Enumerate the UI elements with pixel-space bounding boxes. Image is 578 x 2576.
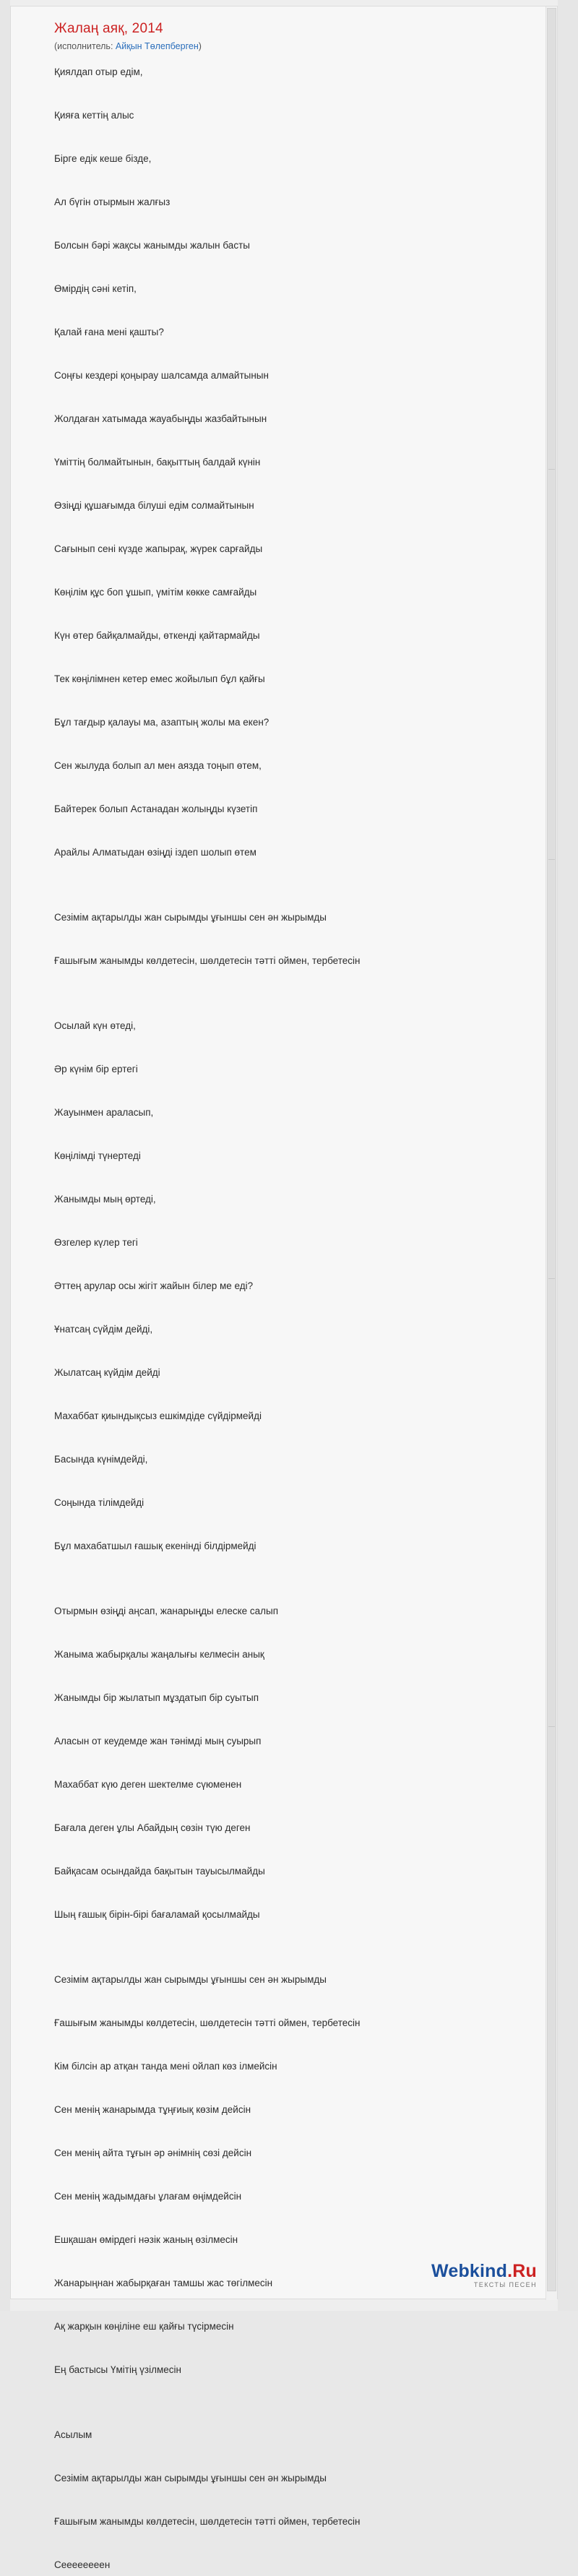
lyric-spacer <box>54 213 538 235</box>
lyric-spacer <box>54 929 538 950</box>
lyric-spacer <box>54 430 538 452</box>
lyric-line: Махаббат қиындықсыз ешкімдіде сүйдірмейді <box>54 1410 262 1421</box>
lyric-spacer <box>54 2533 538 2554</box>
scrollbar-track[interactable] <box>545 7 557 2300</box>
lyric-line: Басында күнімдейді, <box>54 1454 148 1465</box>
lyric-line: Жаныма жабырқалы жаңалығы келмесін анық <box>54 1649 264 1660</box>
lyric-line: Сағынып сені күзде жапырақ, жүрек сарғайды <box>54 543 263 554</box>
lyric-spacer <box>54 994 538 1015</box>
lyric-line: Аласын от кеудемде жан тәнімді мың суырып <box>54 1736 262 1746</box>
lyric-line: Бұл тағдыр қалауы ма, азаптың жолы ма екен? <box>54 717 269 728</box>
lyric-spacer <box>54 126 538 148</box>
performer-suffix-label: ) <box>198 41 202 51</box>
lyric-line: Осылай күн өтеді, <box>54 1020 136 1031</box>
lyric-line: Байтерек болып Астанадан жолыңды күзетіп <box>54 804 258 814</box>
lyric-spacer <box>54 1427 538 1449</box>
lyric-spacer <box>54 170 538 191</box>
lyric-line: Қиялдап отыр едім, <box>54 66 143 77</box>
lyric-spacer <box>54 1080 538 1102</box>
lyric-line: Соңында тілімдейді <box>54 1497 144 1508</box>
lyric-line: Бағала деген ұлы Абайдың сөзін түю деген <box>54 1822 251 1833</box>
lyric-line: Жауынмен араласып, <box>54 1107 154 1118</box>
lyric-line: Қалай ғана мені қашты? <box>54 327 164 337</box>
lyric-line: Әр күнім бір ертегі <box>54 1064 138 1074</box>
lyric-spacer <box>54 1947 538 1969</box>
lyric-spacer <box>54 2164 538 2186</box>
lyric-line: Соңғы кездері қоңырау шалсамда алмайтынын <box>54 370 269 381</box>
lyric-spacer <box>54 1297 538 1319</box>
lyric-spacer <box>54 2034 538 2056</box>
lyric-line: Бұл махабатшыл ғашық екенінді білдірмейді <box>54 1541 256 1551</box>
scrollbar-tick <box>548 469 555 470</box>
lyric-spacer <box>54 1752 538 1774</box>
lyric-line: Күн өтер байқалмайды, өткенді қайтармайды <box>54 630 260 641</box>
lyric-spacer <box>54 1124 538 1145</box>
lyric-line: Әттең арулар осы жігіт жайын білер ме еді? <box>54 1280 254 1291</box>
lyric-spacer <box>54 1514 538 1535</box>
lyric-line: Ешқашан өмірдегі нәзік жаның өзілмесін <box>54 2234 238 2245</box>
lyric-line: Ғашығым жанымды көлдетесін, шөлдетесін тәтті оймен, тербетесін <box>54 2516 361 2527</box>
lyric-spacer <box>54 560 538 582</box>
lyric-spacer <box>54 1340 538 1362</box>
lyric-spacer <box>54 257 538 278</box>
lyric-spacer <box>54 1796 538 1817</box>
lyric-spacer <box>54 1384 538 1405</box>
lyric-line: Кім білсін ар атқан танда мені ойлап көз ілмейсін <box>54 2061 277 2072</box>
lyrics-sheet <box>10 6 558 2570</box>
lyric-line: Шың ғашық бірін-бірі бағаламай қосылмайды <box>54 1909 260 1920</box>
lyric-line: Махаббат күю деген шектелме сүюменен <box>54 1779 242 1790</box>
performer-prefix-label: (исполнитель: <box>54 41 116 51</box>
lyric-spacer <box>54 690 538 712</box>
lyric-line: Көңілімді түнертеді <box>54 1150 141 1161</box>
lyric-spacer <box>54 517 538 538</box>
lyric-line: Жылатсаң күйдім дейді <box>54 1367 160 1378</box>
lyric-spacer <box>54 1991 538 2012</box>
performer-line <box>33 41 538 51</box>
lyric-line: Сезімім ақтарылды жан сырымды ұғыншы сен ән жырымды <box>54 912 327 923</box>
lyric-spacer <box>54 820 538 842</box>
lyric-line: Асылым <box>54 2429 92 2440</box>
lyric-spacer <box>54 300 538 322</box>
logo-wordmark <box>431 2262 537 2280</box>
logo-tld: .Ru <box>507 2261 537 2281</box>
lyric-spacer <box>54 2121 538 2142</box>
lyric-spacer <box>54 777 538 798</box>
lyric-line: Ғашығым жанымды көлдетесін, шөлдетесін тәтті оймен, тербетесін <box>54 955 361 966</box>
lyric-spacer <box>54 2381 538 2403</box>
lyric-line: Ұнатсаң сүйдім дейді, <box>54 1324 153 1335</box>
scrollbar-tick <box>548 859 555 860</box>
lyric-spacer <box>54 2338 538 2359</box>
lyric-line: Жанымды мың өртеді, <box>54 1194 156 1205</box>
lyric-line: Қияға кеттің алыс <box>54 110 134 121</box>
lyric-spacer <box>54 343 538 365</box>
lyric-line: Болсын бәрі жақсы жанымды жалын басты <box>54 240 250 251</box>
lyric-spacer <box>54 83 538 105</box>
lyric-line: Отырмын өзіңді аңсап, жанарыңды елеске салып <box>54 1606 279 1616</box>
lyric-spacer <box>54 473 538 495</box>
lyric-line: Өмірдің сәні кетіп, <box>54 283 137 294</box>
lyric-line: Сезімім ақтарылды жан сырымды ұғыншы сен ән жырымды <box>54 2473 327 2484</box>
lyric-spacer <box>54 733 538 755</box>
performer-link[interactable]: Айқын Төлепберген <box>115 41 199 51</box>
lyric-spacer <box>54 1470 538 1492</box>
lyric-spacer <box>54 885 538 907</box>
lyric-line: Ең бастысы Үмітің үзілмесін <box>54 2364 181 2375</box>
lyric-line: Ал бүгін отырмын жалғыз <box>54 197 171 207</box>
lyric-line: Жолдаған хатымада жауабыңды жазбайтынын <box>54 413 267 424</box>
lyric-spacer <box>54 1839 538 1861</box>
site-logo[interactable] <box>431 2262 537 2288</box>
lyric-line: Байқасам осындайда бақытын тауысылмайды <box>54 1866 265 1877</box>
lyric-spacer <box>54 863 538 885</box>
lyric-spacer <box>54 2294 538 2316</box>
lyric-spacer <box>54 1167 538 1189</box>
lyric-line: Жанарыңнан жабырқаған тамшы жас төгілмесін <box>54 2278 273 2288</box>
lyrics-content <box>33 21 538 2576</box>
lyric-line: Сен менің жадымдағы ұлағам өңімдейсін <box>54 2191 242 2202</box>
page-title: Жалаң аяқ, 2014 <box>54 21 163 36</box>
lyric-line: Сеееееееен <box>54 2559 111 2570</box>
lyric-spacer <box>54 1926 538 1947</box>
lyric-spacer <box>54 972 538 994</box>
lyrics-body <box>33 61 538 2576</box>
lyric-spacer <box>54 387 538 408</box>
logo-name: Webkind <box>431 2261 508 2281</box>
lyric-spacer <box>54 2207 538 2229</box>
page-right-margin <box>558 0 578 2311</box>
logo-tagline: ТЕКСТЫ ПЕСЕН <box>473 2281 537 2288</box>
lyric-spacer <box>54 1210 538 1232</box>
lyric-spacer <box>54 2489 538 2511</box>
lyric-spacer <box>54 1709 538 1731</box>
lyric-line: Ғашығым жанымды көлдетесін, шөлдетесін тәтті оймен, тербетесін <box>54 2017 361 2028</box>
lyric-spacer <box>54 1882 538 1904</box>
lyric-spacer <box>54 1622 538 1644</box>
scrollbar-tick <box>548 1278 555 1279</box>
lyric-spacer <box>54 1254 538 1275</box>
page-left-margin <box>0 0 10 2311</box>
lyric-spacer <box>54 603 538 625</box>
lyric-spacer <box>54 1557 538 1579</box>
lyric-spacer <box>54 647 538 668</box>
lyric-spacer <box>54 2077 538 2099</box>
lyric-line: Сен менің жанарымда тұңғиық көзім дейсін <box>54 2104 251 2115</box>
lyric-line: Өзгелер күлер тегі <box>54 1237 138 1248</box>
lyric-spacer <box>54 1037 538 1059</box>
lyric-line: Көңілім құс боп ұшып, үмітім көкке самғайды <box>54 587 257 598</box>
lyric-line: Арайлы Алматыдан өзіңді іздеп шолып өтем <box>54 847 256 858</box>
lyric-line: Сезімім ақтарылды жан сырымды ұғыншы сен ән жырымды <box>54 1974 327 1985</box>
lyric-spacer <box>54 2403 538 2424</box>
lyric-line: Сен жылуда болып ал мен аязда тоңып өтем, <box>54 760 262 771</box>
lyric-spacer <box>54 1579 538 1601</box>
scrollbar-tick <box>548 1726 555 1727</box>
lyric-line: Бірге едік кеше бізде, <box>54 153 152 164</box>
lyric-line: Ақ жарқын көңіліне еш қайғы түсірмесін <box>54 2321 234 2332</box>
lyric-line: Үміттің болмайтынын, бақыттың балдай күнін <box>54 457 261 468</box>
scrollbar-thumb[interactable] <box>547 8 556 2291</box>
lyric-spacer <box>54 2446 538 2468</box>
lyric-line: Жанымды бір жылатып мұздатып бір суытып <box>54 1692 259 1703</box>
lyric-spacer <box>54 1666 538 1687</box>
lyric-line: Сен менің айта тұғын әр әнімнің сөзі дейсін <box>54 2148 252 2158</box>
lyric-line: Тек көңілімнен кетер емес жойылып бұл қайғы <box>54 673 265 684</box>
lyric-line: Өзіңді құшағымда білуші едім солмайтынын <box>54 500 254 511</box>
